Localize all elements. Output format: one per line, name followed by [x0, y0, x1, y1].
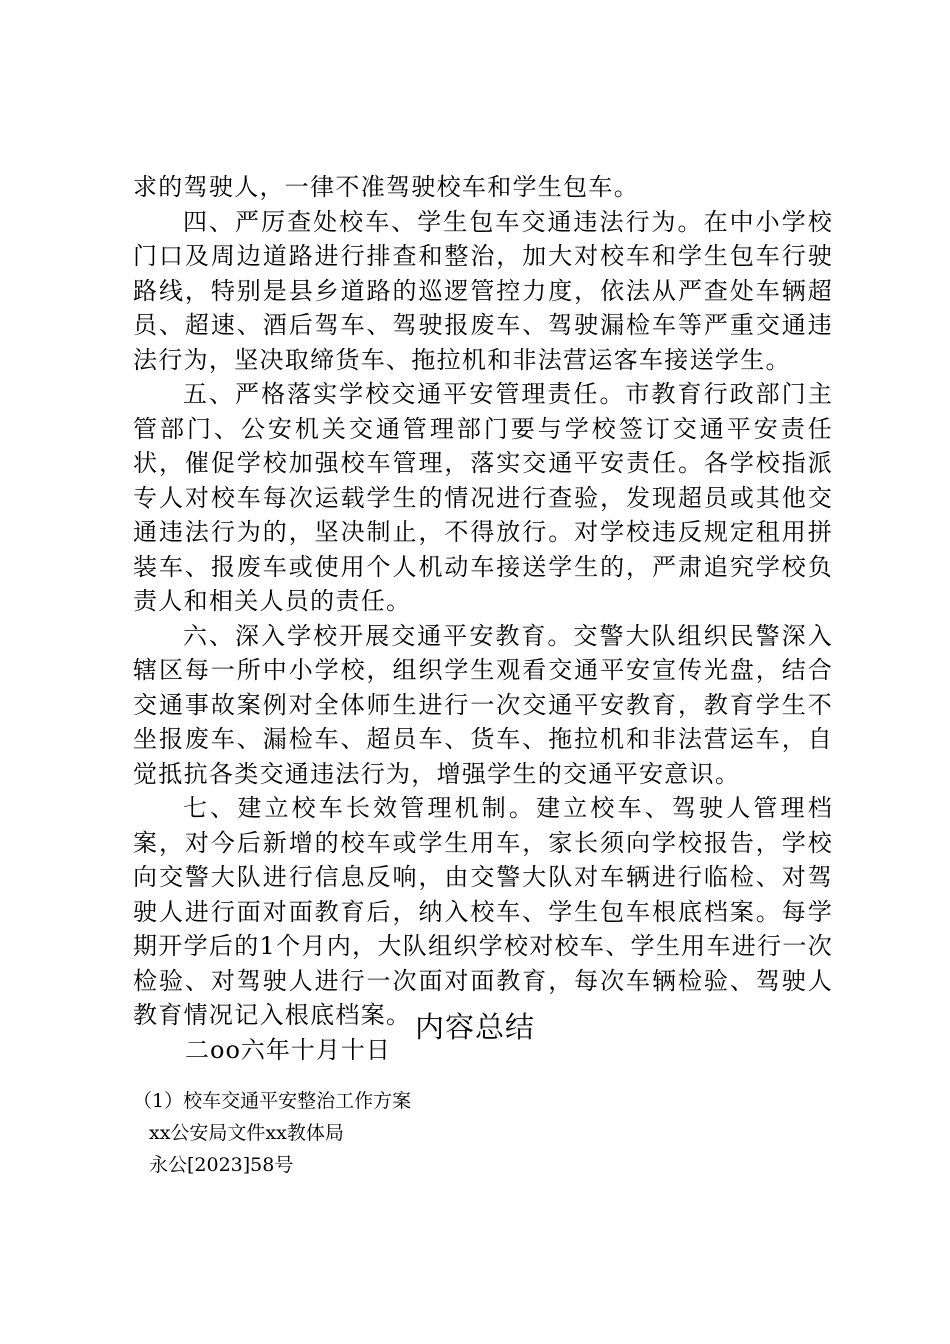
document-body [133, 170, 833, 1067]
document-date: 二oo六年十月十日 [185, 1035, 391, 1064]
summary-heading: 内容总结 [414, 1010, 535, 1044]
summary-section [133, 1085, 411, 1181]
summary-doc-number: 永公[2023]58号 [149, 1154, 294, 1176]
paragraph-section-4: 四、严厉查处校车、学生包车交通违法行为。在中小学校门口及周边道路进行排查和整治，加大对校车和学生包车行驶路线，特别是县乡道路的巡逻管控力度，依法从严查处车辆超员、超速、酒后驾车、驾驶报废车、驾驶漏检车等严重交通违法行为，坚决取缔货车、拖拉机和非法营运客车接送学生。 [133, 207, 833, 374]
paragraph-section-5: 五、严格落实学校交通平安管理责任。市教育行政部门主管部门、公安机关交通管理部门要与学校签订交通平安责任状，催促学校加强校车管理，落实交通平安责任。各学校指派专人对校车每次运载学生的情况进行查验，发现超员或其他交通违法行为的，坚决制止，不得放行。对学校违反规定租用拼装车、报废车或使用个人机动车接送学生的，严肃追究学校负责人和相关人员的责任。 [133, 380, 833, 615]
summary-item-title: （1）校车交通平安整治工作方案 [133, 1090, 412, 1112]
paragraph-section-6: 六、深入学校开展交通平安教育。交警大队组织民警深入辖区每一所中小学校，组织学生观看交通平安宣传光盘，结合交通事故案例对全体师生进行一次交通平安教育，教育学生不坐报废车、漏检车、超员车、货车、拖拉机和非法营运车，自觉抵抗各类交通违法行为，增强学生的交通平安意识。 [133, 621, 833, 788]
paragraph-continuation: 求的驾驶人，一律不准驾驶校车和学生包车。 [133, 173, 639, 201]
summary-issuers: xx公安局文件xx教体局 [149, 1122, 344, 1144]
paragraph-section-7: 七、建立校车长效管理机制。建立校车、驾驶人管理档案，对今后新增的校车或学生用车，家长须向学校报告，学校向交警大队进行信息反响，由交警大队对车辆进行临检、对驾驶人进行面对面教育后，纳入校车、学生包车根底档案。每学期开学后的1个月内，大队组织学校对校车、学生用车进行一次检验、对驾驶人进行一次面对面教育，每次车辆检验、驾驶人教育情况记入根底档案。 [133, 794, 833, 1029]
